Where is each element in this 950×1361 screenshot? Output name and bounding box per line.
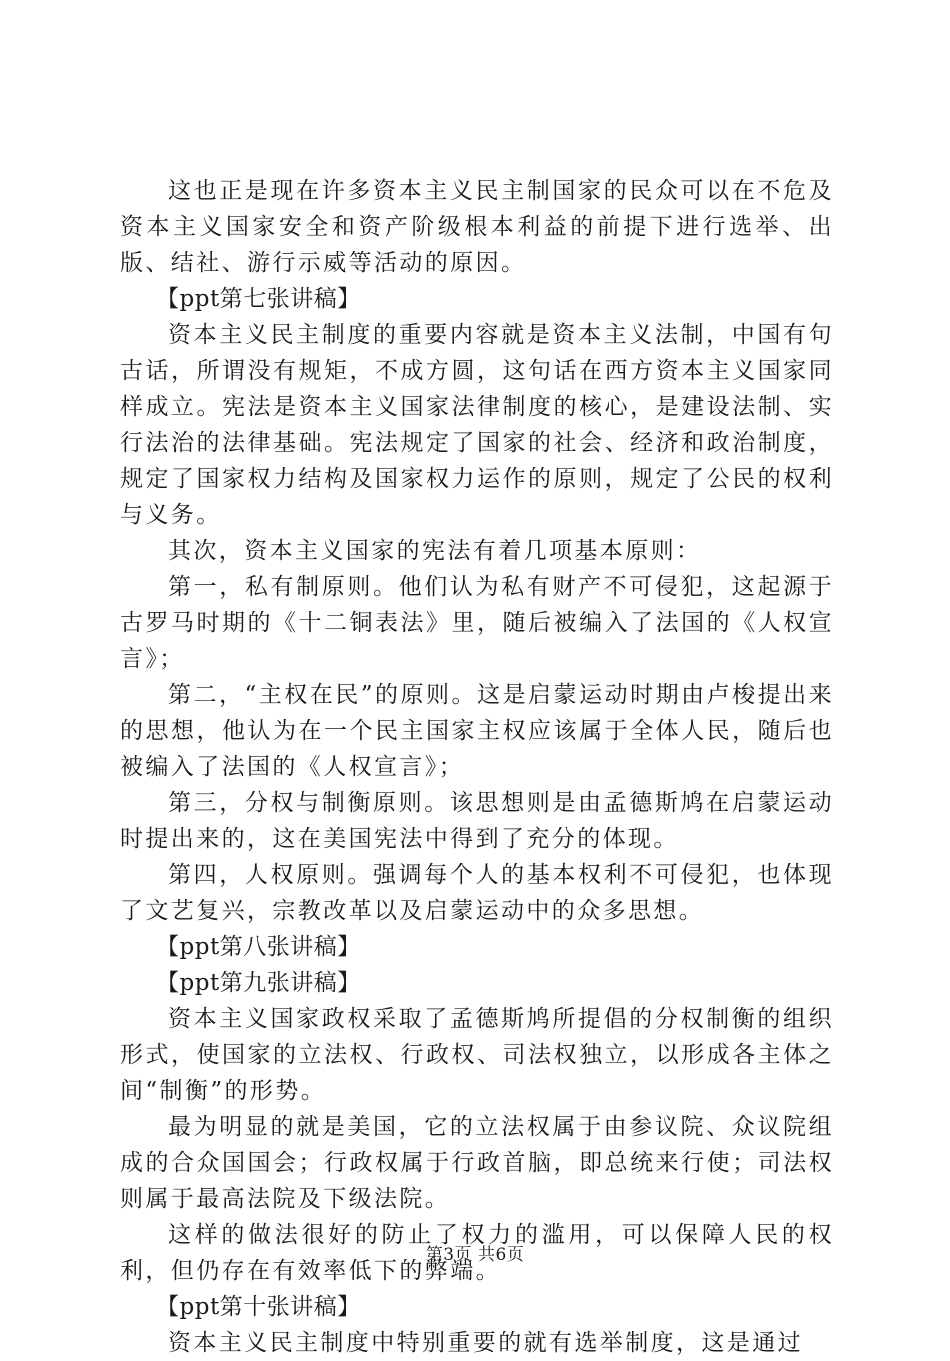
paragraph: 第四，人权原则。强调每个人的基本权利不可侵犯，也体现了文艺复兴，宗教改革以及启蒙运动中的众多思想。	[120, 862, 834, 924]
slide-note-marker: 【ppt第十张讲稿】	[156, 1294, 361, 1320]
paragraph: 这也正是现在许多资本主义民主制国家的民众可以在不危及资本主义国家安全和资产阶级根本利益的前提下进行选举、出版、结社、游行示威等活动的原因。	[120, 178, 834, 276]
paragraph: 资本主义民主制度的重要内容就是资本主义法制，中国有句古话，所谓没有规矩，不成方圆，这句话在西方资本主义国家同样成立。宪法是资本主义国家法律制度的核心，是建设法制、实行法治的法律基础。宪法规定了国家的社会、经济和政治制度，规定了国家权力结构及国家权力运作的原则，规定了公民的权利与义务。	[120, 322, 834, 528]
document-body	[120, 173, 834, 1361]
slide-note-marker: 【ppt第七张讲稿】	[156, 286, 361, 312]
paragraph: 资本主义国家政权采取了孟德斯鸠所提倡的分权制衡的组织形式，使国家的立法权、行政权、司法权独立，以形成各主体之间“制衡”的形势。	[120, 1006, 834, 1104]
paragraph: 这样的做法很好的防止了权力的滥用，可以保障人民的权利，但仍存在有效率低下的弊端。	[120, 1222, 834, 1284]
paragraph: 第二，“主权在民”的原则。这是启蒙运动时期由卢梭提出来的思想，他认为在一个民主国家主权应该属于全体人民，随后也被编入了法国的《人权宣言》；	[120, 682, 834, 780]
paragraph: 第一，私有制原则。他们认为私有财产不可侵犯，这起源于古罗马时期的《十二铜表法》里，随后被编入了法国的《人权宣言》；	[120, 574, 834, 672]
slide-note-marker: 【ppt第九张讲稿】	[156, 970, 361, 996]
page-number-footer: 第3页 共6页	[425, 1245, 525, 1265]
paragraph: 最为明显的就是美国，它的立法权属于由参议院、众议院组成的合众国国会；行政权属于行政首脑，即总统来行使；司法权则属于最高法院及下级法院。	[120, 1114, 834, 1212]
slide-note-marker: 【ppt第八张讲稿】	[156, 934, 361, 960]
paragraph: 资本主义民主制度中特别重要的就有选举制度，这是通过	[168, 1330, 803, 1356]
paragraph: 第三，分权与制衡原则。该思想则是由孟德斯鸠在启蒙运动时提出来的，这在美国宪法中得到了充分的体现。	[120, 790, 834, 852]
paragraph: 其次，资本主义国家的宪法有着几项基本原则：	[168, 538, 702, 564]
